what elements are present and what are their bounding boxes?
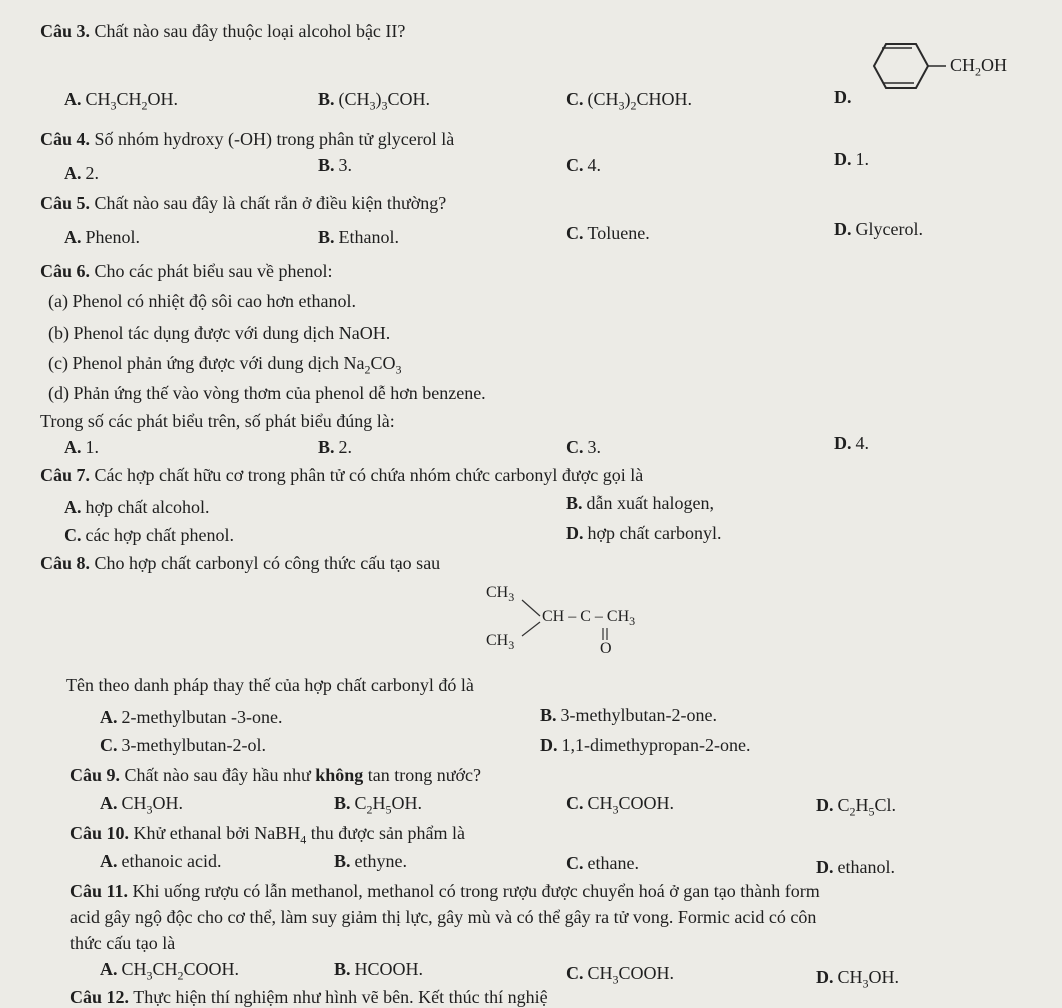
q7-option-d[interactable]: D. hợp chất carbonyl. bbox=[566, 523, 722, 543]
q8-option-c[interactable]: C. 3-methylbutan-2-ol. bbox=[100, 735, 266, 755]
q6-option-c[interactable]: C. 3. bbox=[566, 437, 601, 457]
q3-option-a[interactable]: A. $CH_3CH_2OH$. bbox=[64, 89, 179, 113]
q8-option-d[interactable]: D. 1,1-dimethypropan-2-one. bbox=[540, 735, 751, 755]
q11-option-c[interactable]: C. $CH_3COOH$. bbox=[566, 963, 675, 987]
q6-statement-c: (c) Phenol phản ứng được với dung dịch $Na_2CO_3$ bbox=[48, 353, 402, 377]
question-9: Câu 9. Chất nào sau đây hầu như không tan trong nước? bbox=[70, 765, 482, 785]
q7-option-a[interactable]: A. hợp chất alcohol. bbox=[64, 497, 210, 517]
benzene-ring-icon bbox=[866, 38, 946, 98]
q6-option-d[interactable]: D. 4. bbox=[834, 433, 869, 453]
q5-option-b[interactable]: B. Ethanol. bbox=[318, 227, 400, 247]
q3-option-d[interactable]: D. bbox=[834, 87, 852, 107]
q10-option-a[interactable]: A. ethanoic acid. bbox=[100, 851, 222, 871]
question-3-text: Chất nào sau đây thuộc loại alcohol bậc II? bbox=[94, 21, 406, 41]
q6-option-a[interactable]: A. 1. bbox=[64, 437, 99, 457]
q8-ask: Tên theo danh pháp thay thế của hợp chất carbonyl đó là bbox=[66, 675, 474, 695]
question-3-number: Câu 3. bbox=[40, 21, 91, 41]
q8-option-a[interactable]: A. 2-methylbutan -3-one. bbox=[100, 707, 283, 727]
question-5: Câu 5. Chất nào sau đây là chất rắn ở điều kiện thường? bbox=[40, 193, 447, 213]
q10-option-b[interactable]: B. ethyne. bbox=[334, 851, 407, 871]
struct-oxygen: O bbox=[600, 640, 612, 657]
q5-option-d[interactable]: D. Glycerol. bbox=[834, 219, 923, 239]
q7-option-c[interactable]: C. các hợp chất phenol. bbox=[64, 525, 234, 545]
q11-line-2: acid gây ngộ độc cho cơ thể, làm suy giảm thị lực, gây mù và có thể gây ra tử vong. Formic acid có côn bbox=[70, 907, 817, 927]
q5-option-c[interactable]: C. Toluene. bbox=[566, 223, 650, 243]
q4-option-c[interactable]: C. 4. bbox=[566, 155, 601, 175]
q9-option-d[interactable]: D. $C_2H_5Cl$. bbox=[816, 795, 897, 819]
struct-ch3-bottom: $CH_3$ bbox=[486, 632, 515, 653]
question-10: Câu 10. Khử ethanal bởi NaBH$_4$ thu được sản phẩm là bbox=[70, 823, 466, 847]
q11-option-b[interactable]: B. HCOOH. bbox=[334, 959, 424, 979]
q6-ask: Trong số các phát biểu trên, số phát biểu đúng là: bbox=[40, 411, 395, 431]
question-6: Câu 6. Cho các phát biểu sau về phenol: bbox=[40, 261, 333, 281]
question-12: Câu 12. Thực hiện thí nghiệm như hình vẽ bên. Kết thúc thí nghiệ bbox=[70, 987, 548, 1007]
q7-option-b[interactable]: B. dẫn xuất halogen, bbox=[566, 493, 714, 513]
question-7: Câu 7. Các hợp chất hữu cơ trong phân tử có chứa nhóm chức carbonyl được gọi là bbox=[40, 465, 644, 485]
q6-statement-a: (a) Phenol có nhiệt độ sôi cao hơn ethanol. bbox=[48, 291, 356, 311]
q11-option-d[interactable]: D. $CH_3OH$. bbox=[816, 967, 900, 991]
q3-option-d-formula: $CH_2OH$ bbox=[950, 55, 1008, 79]
struct-chain: CH – C – $CH_3$ bbox=[542, 608, 636, 629]
q10-option-d[interactable]: D. ethanol. bbox=[816, 857, 895, 877]
question-11: Câu 11. Khi uống rượu có lẫn methanol, methanol có trong rượu được chuyển hoá ở gan tạo thành form bbox=[70, 881, 820, 901]
q4-option-a[interactable]: A. 2. bbox=[64, 163, 99, 183]
q10-option-c[interactable]: C. ethane. bbox=[566, 853, 639, 873]
question-8: Câu 8. Cho hợp chất carbonyl có công thức cấu tạo sau bbox=[40, 553, 441, 573]
q6-statement-b: (b) Phenol tác dụng được với dung dịch NaOH. bbox=[48, 323, 391, 343]
question-3 bbox=[40, 20, 405, 42]
carbonyl-structure bbox=[486, 584, 686, 664]
q9-option-b[interactable]: B. $C_2H_5OH$. bbox=[334, 793, 423, 817]
question-4: Câu 4. Số nhóm hydroxy (-OH) trong phân tử glycerol là bbox=[40, 129, 455, 149]
q11-line-3: thức cấu tạo là bbox=[70, 933, 176, 953]
q6-statement-d: (d) Phản ứng thế vào vòng thơm của phenol dễ hơn benzene. bbox=[48, 383, 486, 403]
q8-option-b[interactable]: B. 3-methylbutan-2-one. bbox=[540, 705, 717, 725]
q6-option-b[interactable]: B. 2. bbox=[318, 437, 353, 457]
q5-option-a[interactable]: A. Phenol. bbox=[64, 227, 141, 247]
q9-option-c[interactable]: C. $CH_3COOH$. bbox=[566, 793, 675, 817]
q11-option-a[interactable]: A. $CH_3CH_2COOH$. bbox=[100, 959, 240, 983]
q3-option-b[interactable]: B. $(CH_3)_3COH$. bbox=[318, 89, 431, 113]
q4-option-d[interactable]: D. 1. bbox=[834, 149, 869, 169]
struct-ch3-top: $CH_3$ bbox=[486, 584, 515, 605]
q4-option-b[interactable]: B. 3. bbox=[318, 155, 353, 175]
q9-option-a[interactable]: A. $CH_3OH$. bbox=[100, 793, 184, 817]
struct-bonds bbox=[486, 584, 686, 664]
q3-option-c[interactable]: C. $(CH_3)_2CHOH$. bbox=[566, 89, 693, 113]
